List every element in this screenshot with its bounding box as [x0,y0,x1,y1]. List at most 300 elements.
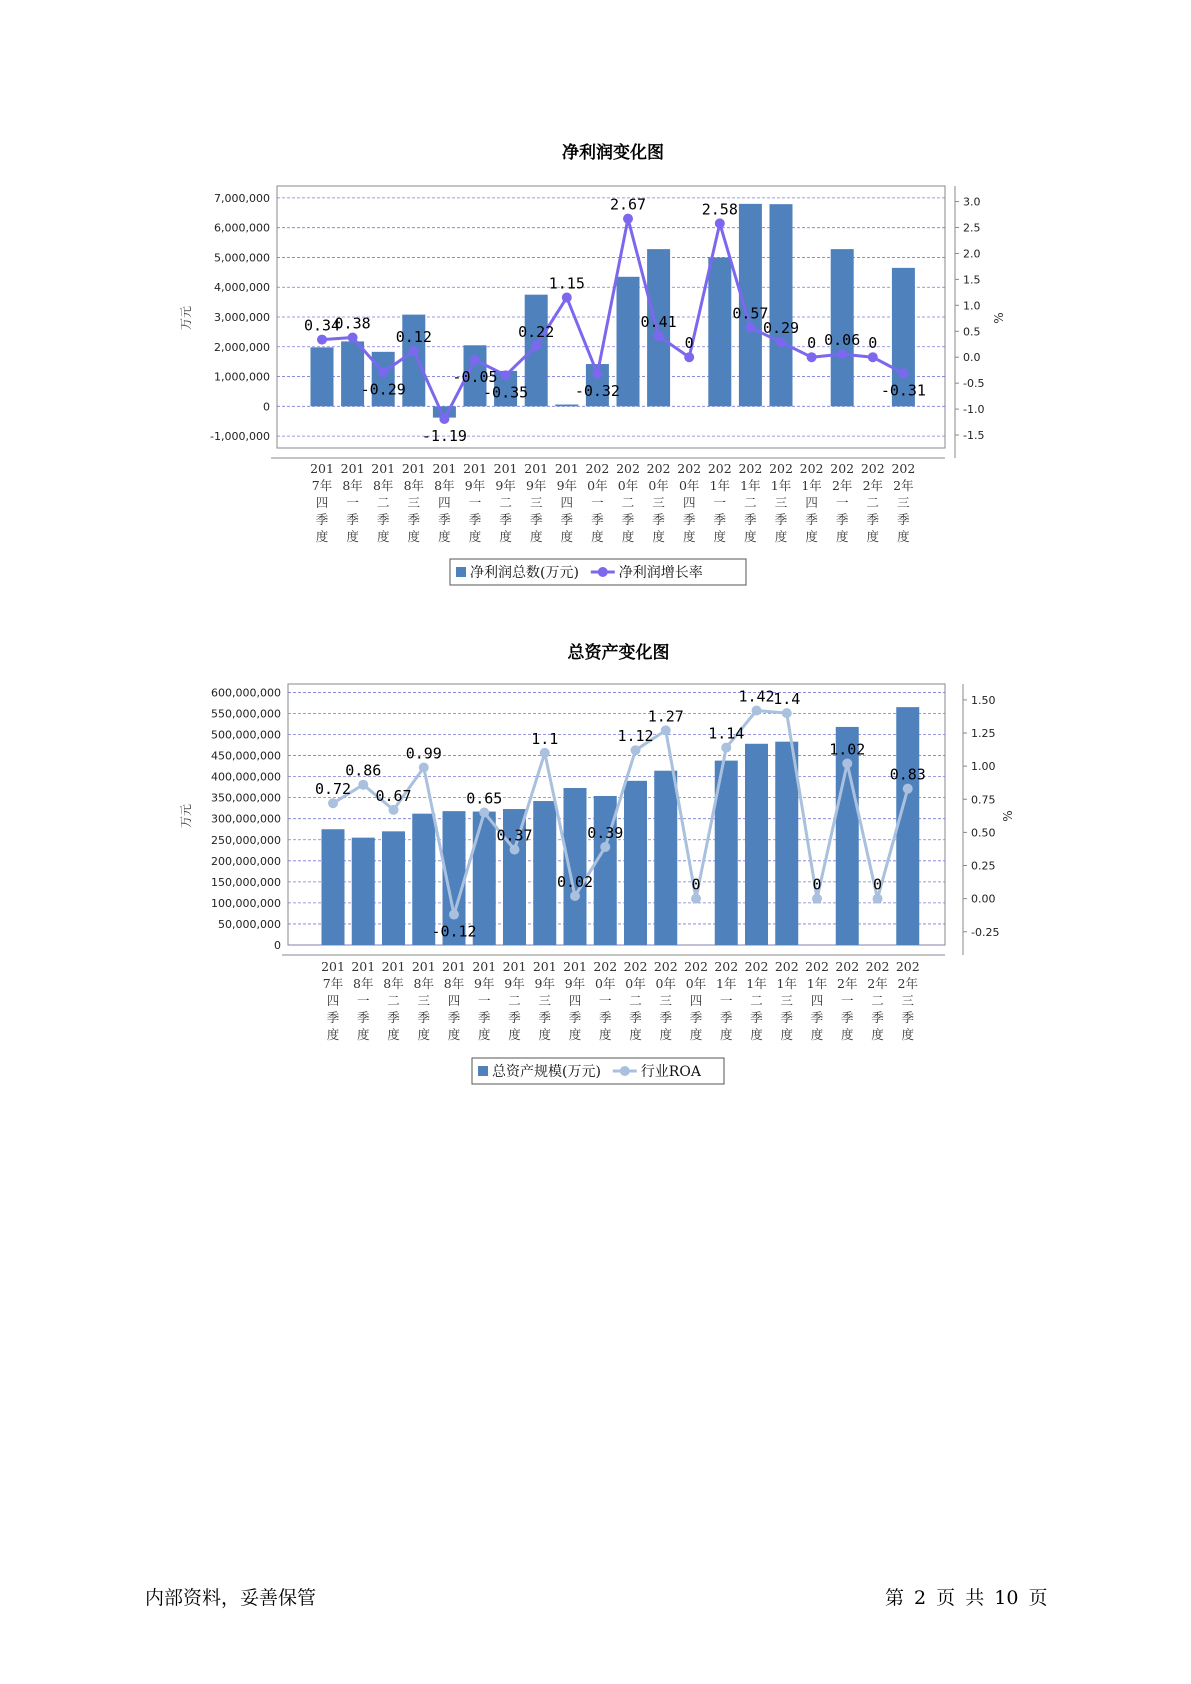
x-tick-label: 度 [629,1027,642,1042]
data-label: -0.12 [431,922,477,941]
data-label: 2.67 [609,195,647,214]
x-tick-label: 201 [563,959,587,974]
x-tick-label: 季 [689,1010,703,1025]
x-tick-label: 7年 [322,976,344,991]
y2-tick-label: 0.50 [971,826,996,840]
x-tick-label: 二 [871,993,884,1008]
x-tick-label: 度 [568,1027,582,1042]
data-label: 1.14 [708,724,745,743]
x-tick-label: 四 [805,495,818,510]
x-tick-label: 202 [707,461,732,476]
x-tick-label: 一 [356,993,370,1008]
x-tick-label: 0年 [685,976,707,991]
x-tick-label: 202 [616,461,640,476]
x-tick-label: 三 [538,993,552,1008]
data-label: 2.58 [701,200,738,219]
x-tick-label: 一 [591,495,604,510]
x-tick-label: 9年 [504,976,525,991]
x-tick-label: 201 [321,959,345,974]
x-tick-label: 202 [830,461,855,476]
y-tick-label: 400,000,000 [211,770,281,784]
y-tick-label: 100,000,000 [211,896,281,910]
data-label: 0.22 [518,322,555,341]
y-tick-label: 3,000,000 [214,311,270,324]
x-tick-label: 8年 [383,976,404,991]
y2-tick-label: -1.0 [963,403,985,417]
line-point [600,842,610,852]
x-tick-label: 季 [356,1010,370,1025]
x-tick-label: 度 [499,529,512,544]
data-label: 0 [691,875,701,894]
x-tick-label: 季 [591,512,604,527]
y-tick-label: 600,000,000 [211,686,281,700]
x-tick-label: 0年 [587,478,608,493]
x-tick-label: 季 [901,1010,915,1025]
y2-tick-label: 1.0 [963,299,981,313]
x-tick-label: 202 [865,959,890,974]
x-tick-label: 度 [901,1027,915,1042]
x-tick-label: 1年 [770,478,792,493]
x-tick-label: 度 [780,1027,794,1042]
data-label: 1.02 [829,740,866,759]
bar [896,707,919,945]
data-label: 1.27 [647,707,684,726]
x-tick-label: 三 [901,993,915,1008]
x-tick-label: 度 [417,1027,431,1042]
x-tick-label: 202 [738,461,763,476]
x-tick-label: 8年 [434,478,455,493]
x-tick-label: 度 [598,1027,612,1042]
data-label: -0.31 [880,381,926,400]
x-tick-label: 2年 [897,976,918,991]
legend-line-label: 行业ROA [640,1064,701,1080]
y2-tick-label: -0.5 [963,377,985,391]
bar [533,801,556,945]
y2-tick-label: 0.25 [971,859,996,873]
legend-bar-swatch [478,1066,488,1076]
line-point [812,894,822,904]
y-tick-label: 300,000,000 [211,812,281,826]
data-label: -1.19 [421,426,467,445]
x-tick-label: 0年 [625,976,646,991]
x-tick-label: 9年 [495,478,516,493]
bar [654,771,677,945]
y-tick-label: 250,000,000 [211,833,281,847]
x-tick-label: 度 [713,529,727,544]
x-tick-label: 季 [508,1010,521,1025]
x-tick-label: 2年 [837,976,858,991]
y-tick-label: -1,000,000 [210,430,270,444]
x-tick-label: 度 [538,1027,552,1042]
x-tick-label: 季 [477,1010,491,1025]
x-tick-label: 度 [315,529,329,544]
y-axis-label: 万元 [179,305,193,331]
y2-tick-label: 2.0 [963,247,981,261]
x-tick-label: 9年 [474,976,495,991]
x-tick-label: 季 [447,1010,461,1025]
x-tick-label: 度 [750,1027,763,1042]
y-tick-label: 2,000,000 [214,340,270,354]
y-tick-label: 50,000,000 [218,917,281,931]
data-label: 0.86 [345,761,382,780]
x-tick-label: 季 [387,1010,400,1025]
x-tick-label: 8年 [413,976,434,991]
x-tick-label: 201 [493,461,518,476]
data-label: 0.37 [496,826,533,845]
x-tick-label: 四 [438,495,451,510]
x-tick-label: 度 [468,529,482,544]
x-tick-label: 三 [529,495,543,510]
x-tick-label: 季 [315,512,329,527]
x-tick-label: 2年 [893,478,914,493]
x-tick-label: 季 [719,1010,733,1025]
y2-tick-label: 1.50 [971,693,996,707]
x-tick-label: 四 [568,993,582,1008]
x-tick-label: 201 [524,461,549,476]
x-tick-label: 1年 [776,976,797,991]
y-tick-label: 450,000,000 [211,749,281,763]
x-tick-label: 度 [591,529,604,544]
bar [322,829,345,945]
footer-confidential-note: 内部资料，妥善保管 [145,1587,317,1609]
x-tick-label: 四 [682,495,696,510]
x-tick-label: 三 [417,993,431,1008]
x-tick-label: 度 [477,1027,491,1042]
y2-tick-label: 0.0 [963,351,981,365]
x-tick-label: 季 [346,512,359,527]
x-tick-label: 201 [463,461,487,476]
x-tick-label: 一 [719,993,733,1008]
x-tick-label: 季 [621,512,635,527]
x-tick-label: 2年 [867,976,888,991]
x-tick-label: 季 [810,1010,824,1025]
x-tick-label: 度 [659,1027,673,1042]
x-tick-label: 202 [646,461,671,476]
x-tick-label: 度 [652,529,665,544]
y-tick-label: 500,000,000 [211,728,281,742]
line-point [419,762,429,772]
data-label: 0.12 [395,327,432,346]
x-tick-label: 度 [719,1027,733,1042]
x-tick-label: 202 [585,461,610,476]
x-tick-label: 二 [866,495,880,510]
x-tick-label: 二 [508,993,521,1008]
data-label: 0.65 [466,789,503,808]
data-label: 0 [807,334,817,353]
bar [775,742,798,945]
x-tick-label: 0年 [648,478,669,493]
x-tick-label: 度 [805,529,818,544]
x-tick-label: 度 [529,529,543,544]
x-tick-label: 8年 [403,478,425,493]
x-tick-label: 9年 [556,478,578,493]
x-tick-label: 一 [840,993,854,1008]
y-tick-label: 4,000,000 [214,281,270,295]
x-tick-label: 度 [447,1027,461,1042]
y2-tick-label: 2.5 [963,221,981,235]
x-tick-label: 202 [677,461,702,476]
line-point [661,725,671,735]
y-tick-label: 150,000,000 [211,875,281,889]
y2-tick-label: 1.5 [963,273,981,287]
x-tick-label: 季 [805,512,818,527]
line-point [903,784,913,794]
x-tick-label: 201 [442,959,466,974]
x-tick-label: 202 [860,461,885,476]
x-tick-label: 季 [376,512,390,527]
x-tick-label: 二 [499,495,512,510]
data-label: 0 [684,334,694,353]
data-label: 0.72 [314,780,352,799]
x-tick-label: 一 [468,495,482,510]
x-tick-label: 度 [621,529,635,544]
x-tick-label: 8年 [372,478,394,493]
x-tick-label: 度 [438,529,451,544]
x-tick-label: 季 [835,512,849,527]
y-tick-label: 550,000,000 [211,707,281,721]
x-tick-label: 2年 [831,478,853,493]
x-tick-label: 201 [340,461,365,476]
x-tick-label: 0年 [617,478,639,493]
line-point [752,705,762,715]
line-point [510,845,520,855]
x-tick-label: 季 [750,1010,763,1025]
x-tick-label: 1年 [709,478,731,493]
y2-tick-label: 3.0 [963,195,981,209]
data-label: 0 [872,875,883,894]
x-tick-label: 二 [387,993,400,1008]
x-tick-label: 二 [744,495,757,510]
x-tick-label: 季 [652,512,665,527]
data-label: 1.12 [617,727,654,746]
line-point [842,758,852,768]
x-tick-label: 度 [866,529,880,544]
data-label: 1.4 [773,690,801,709]
chart-title: 总资产变化图 [567,643,670,663]
data-label: 1.15 [548,274,585,293]
bar [352,838,375,945]
x-tick-label: 二 [621,495,635,510]
data-label: 0.39 [587,823,624,842]
x-tick-label: 202 [805,959,829,974]
x-tick-label: 季 [560,512,574,527]
y-tick-label: 200,000,000 [211,854,281,868]
x-tick-label: 201 [310,461,334,476]
x-tick-label: 季 [417,1010,431,1025]
chart-title: 净利润变化图 [562,143,664,163]
x-tick-label: 季 [866,512,880,527]
x-tick-label: 1年 [746,976,767,991]
bar [624,781,647,945]
x-tick-label: 202 [891,461,916,476]
y2-tick-label: 0.5 [963,325,981,339]
x-tick-label: 季 [598,1010,612,1025]
y2-tick-label: 0.00 [971,892,996,906]
legend-line-label: 净利润增长率 [618,565,703,581]
data-label: -0.29 [360,380,406,399]
data-label: 0 [868,334,878,353]
x-tick-label: 度 [508,1027,521,1042]
x-tick-label: 季 [659,1010,673,1025]
line-point [691,894,701,904]
data-label: 0.41 [640,312,677,331]
y-tick-label: 6,000,000 [214,221,270,235]
x-tick-label: 季 [774,512,788,527]
y-tick-label: 0 [274,939,281,952]
x-tick-label: 度 [840,1027,854,1042]
data-label: 1.42 [738,687,775,706]
x-tick-label: 四 [810,993,824,1008]
line-point [479,808,489,818]
x-tick-label: 202 [769,461,793,476]
x-tick-label: 9年 [534,976,555,991]
data-label: 0.34 [303,316,341,335]
x-tick-label: 202 [835,959,860,974]
x-tick-label: 度 [774,529,788,544]
x-tick-label: 季 [629,1010,642,1025]
y2-tick-label: -1.5 [963,429,985,443]
x-tick-label: 1年 [801,478,822,493]
x-tick-label: 三 [659,993,673,1008]
x-tick-label: 度 [682,529,696,544]
x-tick-label: 201 [351,959,376,974]
x-tick-label: 度 [376,529,390,544]
x-tick-label: 季 [326,1010,340,1025]
data-label: 0.67 [375,786,412,805]
x-tick-label: 202 [653,959,678,974]
line-point [389,805,399,815]
data-label: 1.1 [531,729,559,748]
x-tick-label: 9年 [464,478,486,493]
x-tick-label: 二 [629,993,642,1008]
x-tick-label: 三 [774,495,788,510]
data-label: 0 [812,875,822,894]
x-tick-label: 二 [376,495,390,510]
y-tick-label: 0 [263,400,270,414]
x-tick-label: 季 [840,1010,854,1025]
x-tick-label: 201 [532,959,557,974]
x-tick-label: 201 [401,461,426,476]
x-tick-label: 0年 [595,976,616,991]
x-tick-label: 0年 [678,478,700,493]
data-label: -0.05 [452,367,498,386]
data-label: 0.38 [334,314,371,333]
x-tick-label: 202 [744,959,769,974]
y-tick-label: 1,000,000 [214,370,270,384]
x-tick-label: 202 [774,959,799,974]
x-tick-label: 季 [780,1010,794,1025]
x-tick-label: 201 [502,959,527,974]
legend-line-marker [620,1066,630,1076]
x-tick-label: 季 [538,1010,552,1025]
x-tick-label: 9年 [525,478,547,493]
line-point [358,780,368,790]
line-point [570,891,580,901]
x-tick-label: 度 [689,1027,703,1042]
data-label: 0.29 [762,319,800,338]
x-tick-label: 9年 [564,976,586,991]
data-label: 0.02 [556,872,594,891]
y2-tick-label: 0.75 [971,793,996,807]
y-tick-label: 7,000,000 [214,191,270,205]
data-label: -0.32 [574,381,620,400]
x-tick-label: 四 [326,993,340,1008]
x-tick-label: 201 [381,959,406,974]
x-tick-label: 8年 [443,976,465,991]
bar [564,788,587,945]
bar [745,744,768,945]
y2-tick-label: 1.00 [971,760,996,774]
x-tick-label: 四 [315,495,329,510]
data-label: -0.35 [483,383,529,402]
x-tick-label: 度 [744,529,757,544]
x-tick-label: 季 [499,512,512,527]
x-tick-label: 202 [799,461,824,476]
x-tick-label: 度 [387,1027,400,1042]
data-label: 0.57 [732,304,769,323]
x-tick-label: 202 [593,959,618,974]
x-tick-label: 202 [714,959,739,974]
x-tick-label: 度 [810,1027,824,1042]
x-tick-label: 度 [871,1027,884,1042]
line-point [782,708,792,718]
x-tick-label: 201 [432,461,457,476]
x-tick-label: 季 [407,512,421,527]
y-tick-label: 5,000,000 [214,251,270,265]
x-tick-label: 二 [750,993,763,1008]
x-tick-label: 四 [447,993,461,1008]
x-tick-label: 四 [689,993,703,1008]
x-tick-label: 度 [835,529,849,544]
x-tick-label: 202 [623,959,648,974]
data-label: 0.06 [824,331,861,350]
x-tick-label: 度 [356,1027,370,1042]
x-tick-label: 2年 [862,478,884,493]
x-tick-label: 度 [346,529,359,544]
x-tick-label: 0年 [655,976,676,991]
y2-tick-label: 1.25 [971,727,996,741]
x-tick-label: 季 [568,1010,582,1025]
x-tick-label: 季 [713,512,727,527]
x-tick-label: 度 [407,529,421,544]
line-point [449,910,459,920]
y-tick-label: 350,000,000 [211,791,281,805]
x-tick-label: 季 [871,1010,884,1025]
x-tick-label: 度 [560,529,574,544]
x-tick-label: 一 [835,495,849,510]
line-point [721,743,731,753]
x-tick-label: 季 [468,512,482,527]
x-tick-label: 201 [371,461,396,476]
line-point [873,894,883,904]
x-tick-label: 201 [554,461,579,476]
x-tick-label: 202 [895,959,920,974]
footer-page-number: 第 2 页 共 10 页 [885,1587,1048,1609]
x-tick-label: 1年 [740,478,761,493]
x-tick-label: 度 [326,1027,340,1042]
data-label: 0.83 [889,765,926,784]
x-tick-label: 季 [438,512,451,527]
y2-axis-label: % [1001,810,1015,822]
x-tick-label: 度 [897,529,910,544]
x-tick-label: 1年 [806,976,828,991]
x-tick-label: 三 [780,993,794,1008]
line-point [631,745,641,755]
x-tick-label: 三 [897,495,910,510]
legend-bar-label: 总资产规模(万元) [492,1064,601,1080]
x-tick-label: 8年 [353,976,374,991]
line-point [328,798,338,808]
